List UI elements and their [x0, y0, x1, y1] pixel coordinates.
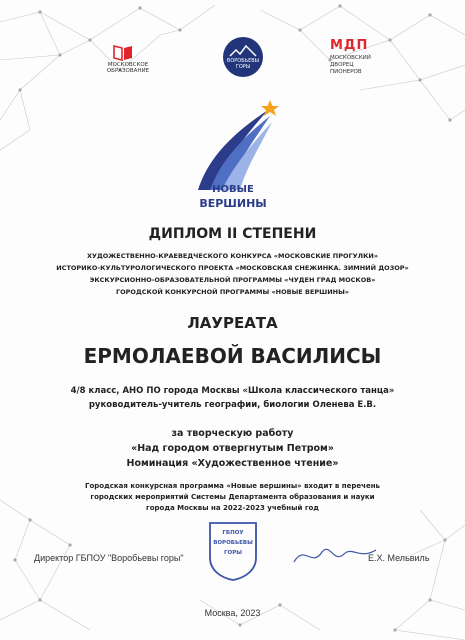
for-work-label: за творческую работу: [171, 428, 294, 439]
contest-line-4: ГОРОДСКОЙ КОНКУРСНОЙ ПРОГРАММЫ «НОВЫЕ ВЕРШИНЫ»: [115, 288, 350, 296]
logo-mos-obr-line1: МОСКОВСКОЕ: [107, 62, 149, 68]
mdp-mark: МДП: [330, 38, 369, 53]
logo-mdp-line2: ДВОРЕЦ: [330, 62, 354, 68]
emblem-line1: НОВЫЕ: [212, 184, 254, 195]
logo-vg-line2: ГОРЫ: [235, 64, 251, 70]
book-icon: [112, 44, 134, 62]
recipient-name: ЕРМОЛАЕВОЙ ВАСИЛИСЫ: [83, 344, 382, 368]
signature-scribble: [290, 540, 380, 570]
director-label: Директор ГБПОУ "Воробьевы горы": [34, 553, 184, 563]
stamp-line3: ГОРЫ: [224, 550, 242, 556]
vorobyovy-gory-emblem-icon: [222, 36, 264, 78]
program-note-2: городских мероприятий Системы Департамента образования и науки: [90, 493, 375, 501]
program-note-3: города Москвы на 2022-2023 учебный год: [146, 504, 319, 512]
supervisor-line: руководитель-учитель географии, биологии Оленева Е.В.: [88, 400, 377, 410]
logo-mdp-line3: ПИОНЕРОВ: [330, 69, 362, 75]
vorobyovy-gory-logo: [222, 36, 264, 78]
stamp-line2: ВОРОБЬЕВЫ: [213, 540, 253, 546]
laureate-label: ЛАУРЕАТА: [187, 314, 278, 332]
class-line: 4/8 класс, АНО ПО города Москвы «Школа классического танца»: [70, 386, 395, 396]
director-name: Е.Х. Мельвиль: [368, 553, 430, 563]
logo-mdp-line1: МОСКОВСКИЙ: [330, 55, 371, 61]
moscow-education-logo: [88, 44, 168, 74]
contest-line-3: ЭКСКУРСИОННО-ОБРАЗОВАТЕЛЬНОЙ ПРОГРАММЫ «ЧУДЕН ГРАД МОСКОВ»: [89, 276, 376, 284]
moscow-palace-pioneers-logo: [330, 38, 390, 80]
emblem-line2: ВЕРШИНЫ: [199, 197, 267, 210]
nomination: Номинация «Художественное чтение»: [126, 458, 339, 469]
place-date: Москва, 2023: [204, 608, 261, 618]
logo-vg-line1: ВОРОБЬЕВЫ: [226, 58, 260, 64]
contest-line-1: ХУДОЖЕСТВЕННО-КРАЕВЕДЧЕСКОГО КОНКУРСА «МОСКОВСКИЕ ПРОГУЛКИ»: [86, 252, 379, 260]
program-note-1: Городская конкурсная программа «Новые вершины» входит в перечень: [85, 482, 380, 490]
novye-vershiny-emblem: [178, 98, 288, 220]
logo-mos-obr-line2: ОБРАЗОВАНИЕ: [106, 68, 150, 74]
mountain-star-icon: [178, 98, 288, 198]
official-stamp: [207, 520, 259, 582]
work-title: «Над городом отвергнутым Петром»: [131, 443, 334, 454]
stamp-line1: ГБПОУ: [222, 530, 244, 536]
diploma-title: ДИПЛОМ II СТЕПЕНИ: [148, 226, 317, 242]
contest-line-2: ИСТОРИКО-КУЛЬТУРОЛОГИЧЕСКОГО ПРОЕКТА «МОСКОВСКАЯ СНЕЖИНКА. ЗИМНИЙ ДОЗОР»: [56, 264, 409, 272]
